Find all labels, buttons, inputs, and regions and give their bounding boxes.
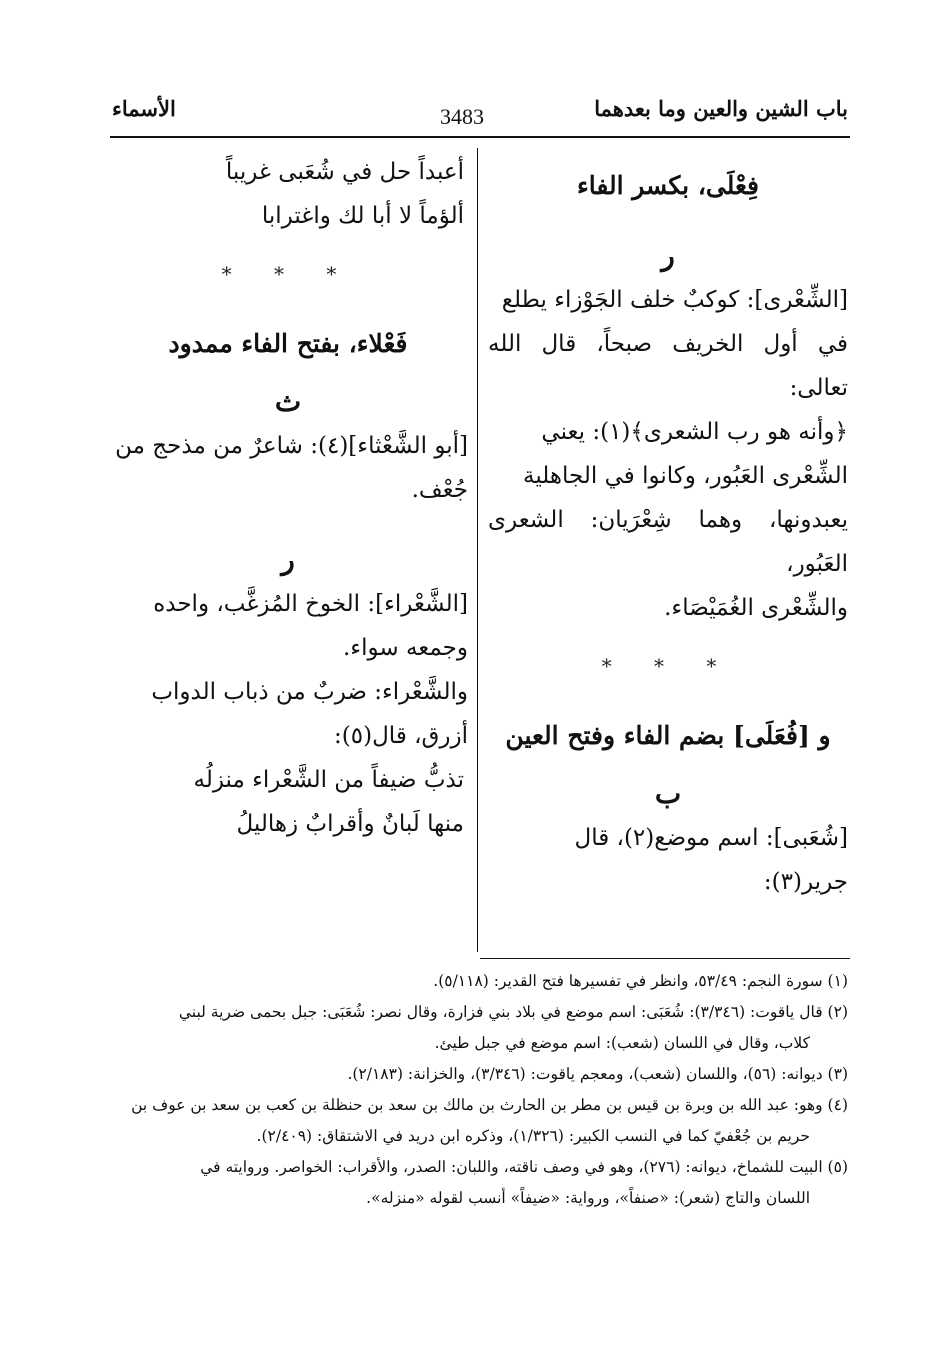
right-column: [488, 150, 848, 904]
footnote-5-continued: اللسان والتاج (شعر): «صنفاً»، ورواية: «ضيفاً» أنسب لقوله «منزله».: [366, 1189, 810, 1207]
entry-line: أزرق، قال(٥):: [334, 723, 468, 749]
entry-line: [شُعَبى]: اسم موضع(٢)، قال: [574, 825, 848, 851]
letter-heading-ra: ر: [661, 239, 675, 272]
verse-line: ألؤماً لا أبا لك واغترابا: [261, 203, 464, 229]
verse-shammakh: [108, 758, 468, 846]
footnote-1: (١) سورة النجم: ٥٣/٤٩، وانظر في تفسيرها فتح القدير: (٥/١١٨).: [433, 972, 848, 990]
header-rule: [110, 136, 850, 138]
entry-line: والشِّعْرى الغُمَيْصَاء.: [664, 595, 848, 621]
footnote-2: (٢) قال ياقوت: (٣/٣٤٦): شُعَبَى: اسم موضع في بلاد بني فزارة، وقال نصر: شُعَبَى: جبل بحمى ضرية لبني: [178, 1003, 848, 1021]
footnote-rule: [480, 958, 850, 959]
entry-line: وجمعه سواء.: [342, 635, 468, 661]
entry-line: ﴿وأنه هو رب الشعرى﴾(١): يعني: [541, 419, 848, 445]
section-separator: * * *: [601, 654, 735, 678]
letter-heading-ra: ر: [281, 543, 295, 576]
entry-shira: [488, 278, 848, 630]
entry-line: جُعْف.: [411, 477, 468, 503]
entry-abu-shatha: [108, 424, 468, 512]
footnote-5: (٥) البيت للشماخ، ديوانه: (٢٧٦)، وهو في وصف ناقته، واللبان: الصدر، والأقراب: الخواصر. وروايته في: [200, 1158, 848, 1176]
footnote-4: (٤) وهو: عبد الله بن وبرة بن قيس بن مطر بن الحارث بن مالك بن سعد بن حنظلة بن كعب بن سعد بن عوف بن: [131, 1096, 848, 1114]
running-head-chapter: باب الشين والعين وما بعدهما: [594, 96, 848, 121]
column-divider: [477, 148, 478, 952]
entry-line: والشَّعْراء: ضربٌ من ذباب الدواب: [151, 679, 468, 705]
letter-heading-ba: ب: [654, 777, 682, 810]
section-heading-faala: فَعْلاء، بفتح الفاء ممدود: [168, 329, 408, 358]
left-column: [108, 150, 468, 846]
footnote-3: (٣) ديوانه: (٥٦)، واللسان (شعب)، ومعجم ياقوت: (٣/٣٤٦)، والخزانة: (٢/١٨٣).: [347, 1065, 848, 1083]
letter-heading-tha: ث: [274, 385, 302, 418]
entry-shuaba: [488, 816, 848, 904]
running-head-section: الأسماء: [112, 96, 176, 121]
entry-shaara: [108, 582, 468, 758]
verse-line: منها لَبانٌ وأقرابٌ زهاليلُ: [236, 811, 464, 837]
footnote-4-continued: حريم بن جُعْفيّ كما في النسب الكبير: (١/٣٢٦)، وذكره ابن دريد في الاشتقاق: (٢/٤٠٩).: [256, 1127, 810, 1145]
entry-line: يعبدونها، وهما شِعْرَيان: الشعرى العَبُور،: [488, 507, 848, 577]
footnote-2-continued: كلاب، وقال في اللسان (شعب): اسم موضع في جبل طيئ.: [434, 1034, 810, 1052]
footnotes: [98, 966, 848, 1214]
entry-line: [أبو الشَّعْثاء](٤): شاعرٌ من مذحج من: [115, 433, 468, 459]
verse-line: تذبُّ ضيفاً من الشَّعْراء منزلُه: [193, 767, 464, 793]
section-heading-filla: فِعْلَى، بكسر الفاء: [576, 171, 760, 200]
section-heading-fuala: و [فُعَلَى] بضم الفاء وفتح العين: [505, 721, 831, 750]
section-separator: * * *: [221, 262, 355, 286]
entry-line: [الشَّعْراء]: الخوخ المُزغَّب، واحده: [153, 591, 468, 617]
page-number: 3483: [440, 104, 484, 129]
entry-line: في أول الخريف صبحاً، قال الله تعالى:: [488, 331, 848, 401]
entry-line: جرير(٣):: [763, 869, 848, 895]
entry-line: [الشِّعْرى]: كوكبٌ خلف الجَوْزاء يطلع: [501, 287, 848, 313]
verse-line: أعبداً حل في شُعَبى غريباً: [225, 159, 464, 185]
verse-jarir: [108, 150, 468, 238]
entry-line: الشِّعْرى العَبُور، وكانوا في الجاهلية: [523, 463, 848, 489]
